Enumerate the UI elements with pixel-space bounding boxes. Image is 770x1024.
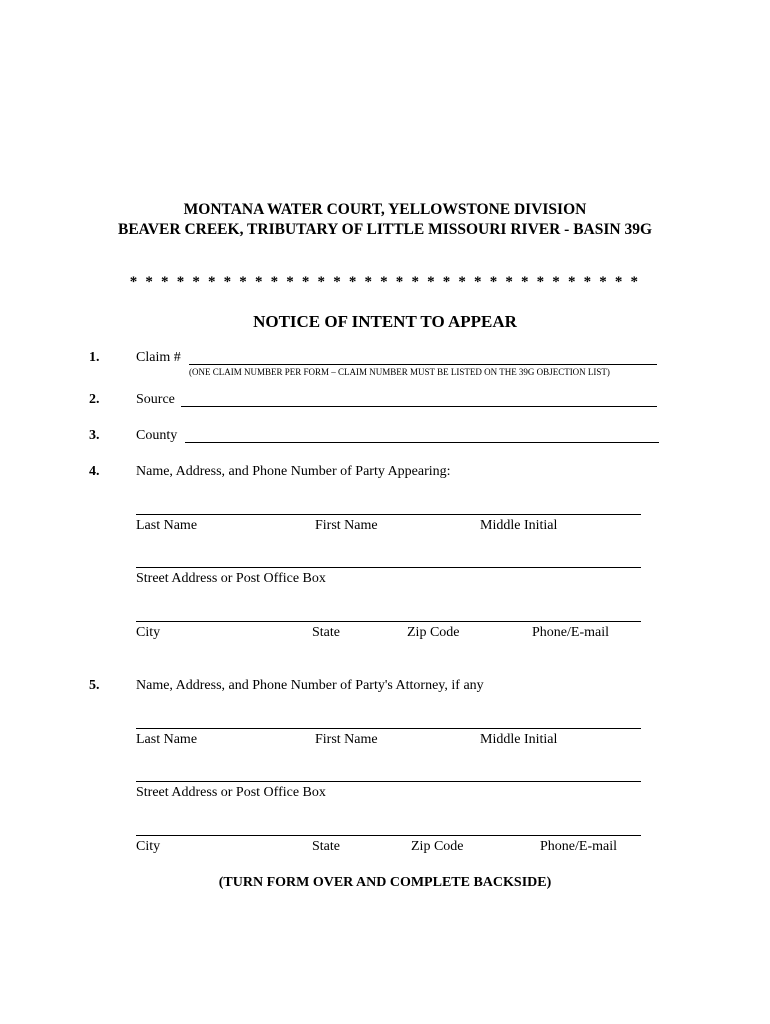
turn-over-instruction: (TURN FORM OVER AND COMPLETE BACKSIDE) xyxy=(218,875,552,890)
attorney-section-label: Name, Address, and Phone Number of Party's Attorney, if any xyxy=(136,678,484,693)
attorney-last-name-label: Last Name xyxy=(136,732,198,747)
attorney-middle-initial-label: Middle Initial xyxy=(480,732,558,747)
county-label: County xyxy=(136,428,178,443)
item-number-1: 1. xyxy=(89,350,100,365)
party-city-field[interactable] xyxy=(136,621,641,622)
party-last-name-label: Last Name xyxy=(136,518,198,533)
attorney-phone-label: Phone/E-mail xyxy=(540,839,617,854)
claim-note: (ONE CLAIM NUMBER PER FORM – CLAIM NUMBER MUST BE LISTED ON THE 39G OBJECTION LIST) xyxy=(189,367,610,377)
attorney-street-label: Street Address or Post Office Box xyxy=(136,785,326,800)
attorney-city-label: City xyxy=(136,839,161,854)
party-phone-label: Phone/E-mail xyxy=(532,625,609,640)
attorney-state-label: State xyxy=(312,839,340,854)
party-name-field[interactable] xyxy=(136,514,641,515)
county-field[interactable] xyxy=(185,442,659,443)
attorney-city-field[interactable] xyxy=(136,835,641,836)
party-zip-label: Zip Code xyxy=(407,625,460,640)
claim-number-field[interactable] xyxy=(189,364,657,365)
case-name: BEAVER CREEK, TRIBUTARY OF LITTLE MISSOURI RIVER - BASIN 39G xyxy=(117,221,653,238)
attorney-name-field[interactable] xyxy=(136,728,641,729)
claim-label: Claim # xyxy=(136,350,181,365)
party-first-name-label: First Name xyxy=(315,518,378,533)
page-title: NOTICE OF INTENT TO APPEAR xyxy=(253,312,517,331)
star-divider: * * * * * * * * * * * * * * * * * * * * * * * * * * * * * * * * * xyxy=(129,274,641,290)
court-name: MONTANA WATER COURT, YELLOWSTONE DIVISION xyxy=(183,201,587,218)
party-street-field[interactable] xyxy=(136,567,641,568)
attorney-zip-label: Zip Code xyxy=(411,839,464,854)
item-number-5: 5. xyxy=(89,678,100,693)
attorney-first-name-label: First Name xyxy=(315,732,378,747)
item-number-4: 4. xyxy=(89,464,100,479)
party-city-label: City xyxy=(136,625,161,640)
source-field[interactable] xyxy=(181,406,657,407)
attorney-street-field[interactable] xyxy=(136,781,641,782)
party-middle-initial-label: Middle Initial xyxy=(480,518,558,533)
party-section-label: Name, Address, and Phone Number of Party Appearing: xyxy=(136,464,451,479)
item-number-3: 3. xyxy=(89,428,100,443)
party-street-label: Street Address or Post Office Box xyxy=(136,571,326,586)
source-label: Source xyxy=(136,392,175,407)
party-state-label: State xyxy=(312,625,340,640)
item-number-2: 2. xyxy=(89,392,100,407)
